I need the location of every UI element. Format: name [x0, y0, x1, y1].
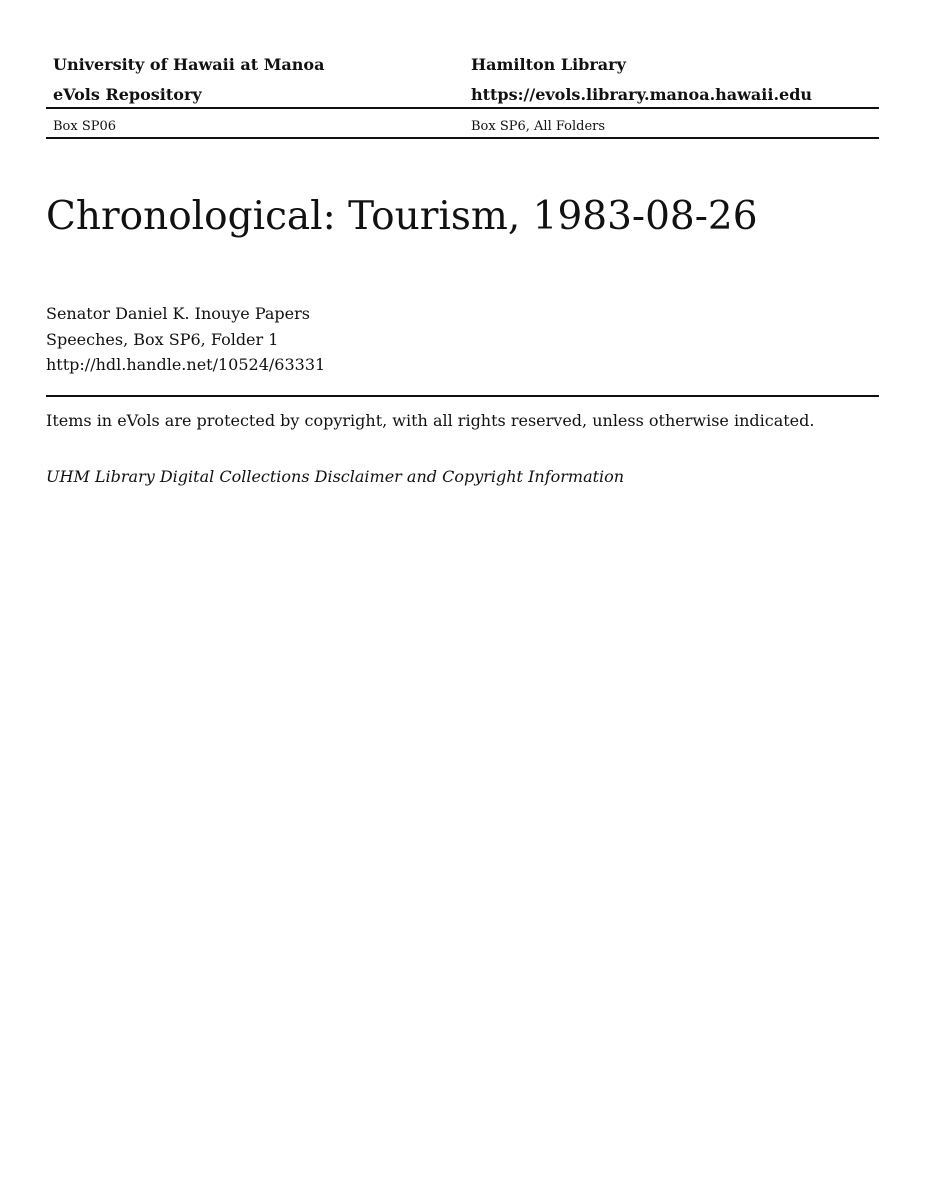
header-rule-bottom	[46, 137, 879, 139]
library-name: Hamilton Library	[471, 55, 626, 74]
collection-name: Senator Daniel K. Inouye Papers	[46, 304, 310, 323]
box-row	[46, 117, 879, 137]
header-rule-top	[46, 107, 879, 109]
series-folder: Speeches, Box SP6, Folder 1	[46, 329, 279, 349]
disclaimer-link[interactable]: UHM Library Digital Collections Disclaimer and Copyright Information	[46, 467, 625, 486]
repository-url[interactable]: https://evols.library.manoa.hawaii.edu	[471, 85, 813, 104]
document-title: Chronological: Tourism, 1983-08-26	[46, 194, 758, 239]
handle-link[interactable]: http://hdl.handle.net/10524/63331	[46, 355, 326, 374]
institution-name: University of Hawaii at Manoa	[53, 55, 325, 74]
header-row-1	[46, 52, 879, 82]
copyright-notice: Items in eVols are protected by copyright, with all rights reserved, unless otherwise indicated.	[46, 411, 815, 430]
header-block	[46, 52, 879, 112]
repository-name: eVols Repository	[53, 85, 202, 104]
document-metadata	[46, 301, 325, 378]
box-label-right: Box SP6, All Folders	[471, 119, 606, 134]
content-rule	[46, 395, 879, 397]
box-label-left: Box SP06	[53, 119, 117, 134]
